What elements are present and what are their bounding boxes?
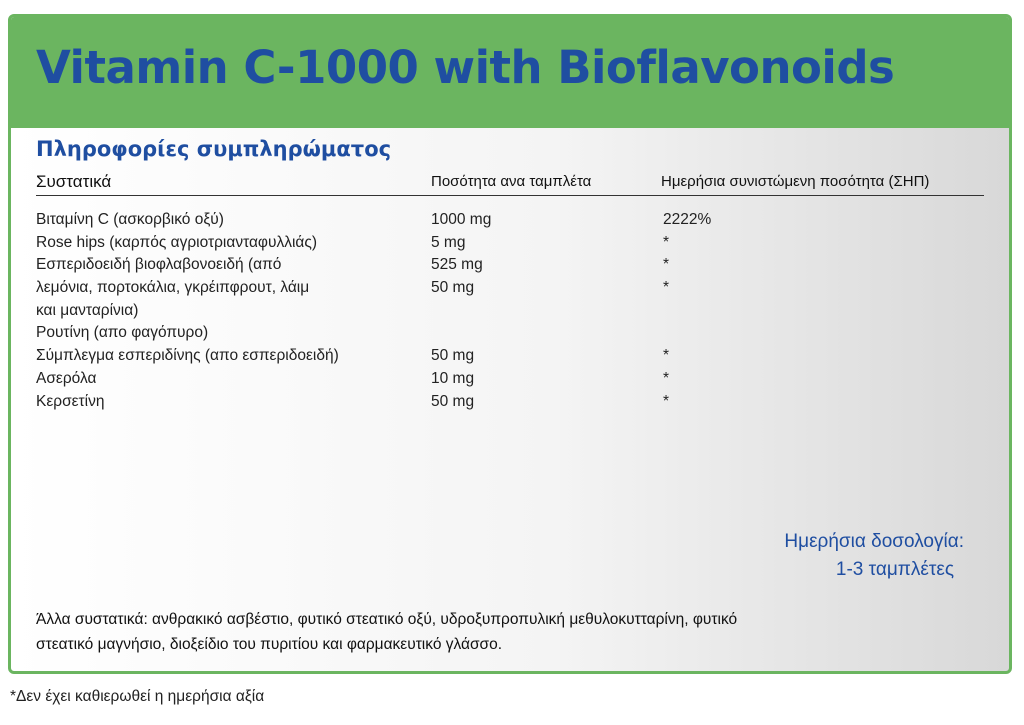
table-row xyxy=(11,345,1009,368)
ingredient-amount: 10 mg xyxy=(431,369,475,387)
product-title: Vitamin C-1000 with Bioflavonoids xyxy=(36,41,895,94)
ingredient-amount: 50 mg xyxy=(431,279,475,297)
ingredient-amount: 50 mg xyxy=(431,347,475,365)
ingredient-amount: 50 mg xyxy=(431,392,475,410)
ingredient-rda: * xyxy=(663,233,670,251)
column-header-ingredients: Συστατικά xyxy=(36,172,112,191)
table-row xyxy=(11,368,1009,391)
ingredient-name: Ασερόλα xyxy=(36,369,97,387)
ingredient-rda: * xyxy=(663,347,670,365)
table-row xyxy=(11,300,1009,323)
table-row xyxy=(11,322,1009,345)
dosage-label: Ημερήσια δοσολογία: xyxy=(784,531,964,552)
ingredient-name: Βιταμίνη C (ασκορβικό οξύ) xyxy=(36,211,224,228)
ingredient-amount: 5 mg xyxy=(431,233,466,251)
ingredient-name: Κερσετίνη xyxy=(36,392,105,410)
ingredient-name: Ρουτίνη (απο φαγόπυρο) xyxy=(36,324,209,342)
ingredient-rda: * xyxy=(663,279,670,297)
ingredient-rda: 2222% xyxy=(663,211,712,228)
column-header-rda: Ημερήσια συνιστώμενη ποσότητα (ΣΗΠ) xyxy=(661,173,930,190)
table-row xyxy=(11,277,1009,300)
ingredient-rda: * xyxy=(663,256,670,274)
ingredient-amount: 1000 mg xyxy=(431,211,492,228)
column-header-amount: Ποσότητα ανα ταμπλέτα xyxy=(431,173,592,190)
other-ingredients-line-2: στεατικό μαγνήσιο, διοξείδιο του πυριτίου και φαρμακευτικό γλάσσο. xyxy=(36,636,503,653)
ingredient-rda: * xyxy=(663,392,670,410)
table-row xyxy=(11,232,1009,255)
ingredient-name: Σύμπλεγμα εσπεριδίνης (απο εσπεριδοειδή) xyxy=(36,347,339,365)
section-heading: Πληροφορίες συμπληρώματος xyxy=(36,137,392,161)
ingredients-table xyxy=(11,209,1009,413)
ingredient-rda: * xyxy=(663,369,670,387)
supplement-facts-panel xyxy=(8,14,1012,674)
dosage-value: 1-3 ταμπλέτες xyxy=(835,559,954,580)
table-row xyxy=(11,391,1009,414)
daily-dosage xyxy=(691,528,964,584)
ingredient-name: και μανταρίνια) xyxy=(36,301,139,319)
ingredient-name: λεμόνια, πορτοκάλια, γκρέιπφρουτ, λάιμ xyxy=(36,279,310,297)
header-divider xyxy=(36,195,984,196)
ingredient-name: Rose hips (καρπός αγριοτριανταφυλλιάς) xyxy=(36,233,317,251)
title-banner xyxy=(11,17,1009,128)
other-ingredients xyxy=(36,607,996,657)
ingredient-name: Εσπεριδοειδή βιοφλαβονοειδή (από xyxy=(36,256,282,274)
table-row xyxy=(11,209,1009,232)
table-row xyxy=(11,254,1009,277)
footnote: *Δεν έχει καθιερωθεί η ημερήσια αξία xyxy=(10,688,265,705)
ingredient-amount: 525 mg xyxy=(431,256,483,274)
other-ingredients-line-1: Άλλα συστατικά: ανθρακικό ασβέστιο, φυτικό στεατικό οξύ, υδροξυπροπυλική μεθυλοκυτταρίνη, φυτικό xyxy=(36,611,738,628)
